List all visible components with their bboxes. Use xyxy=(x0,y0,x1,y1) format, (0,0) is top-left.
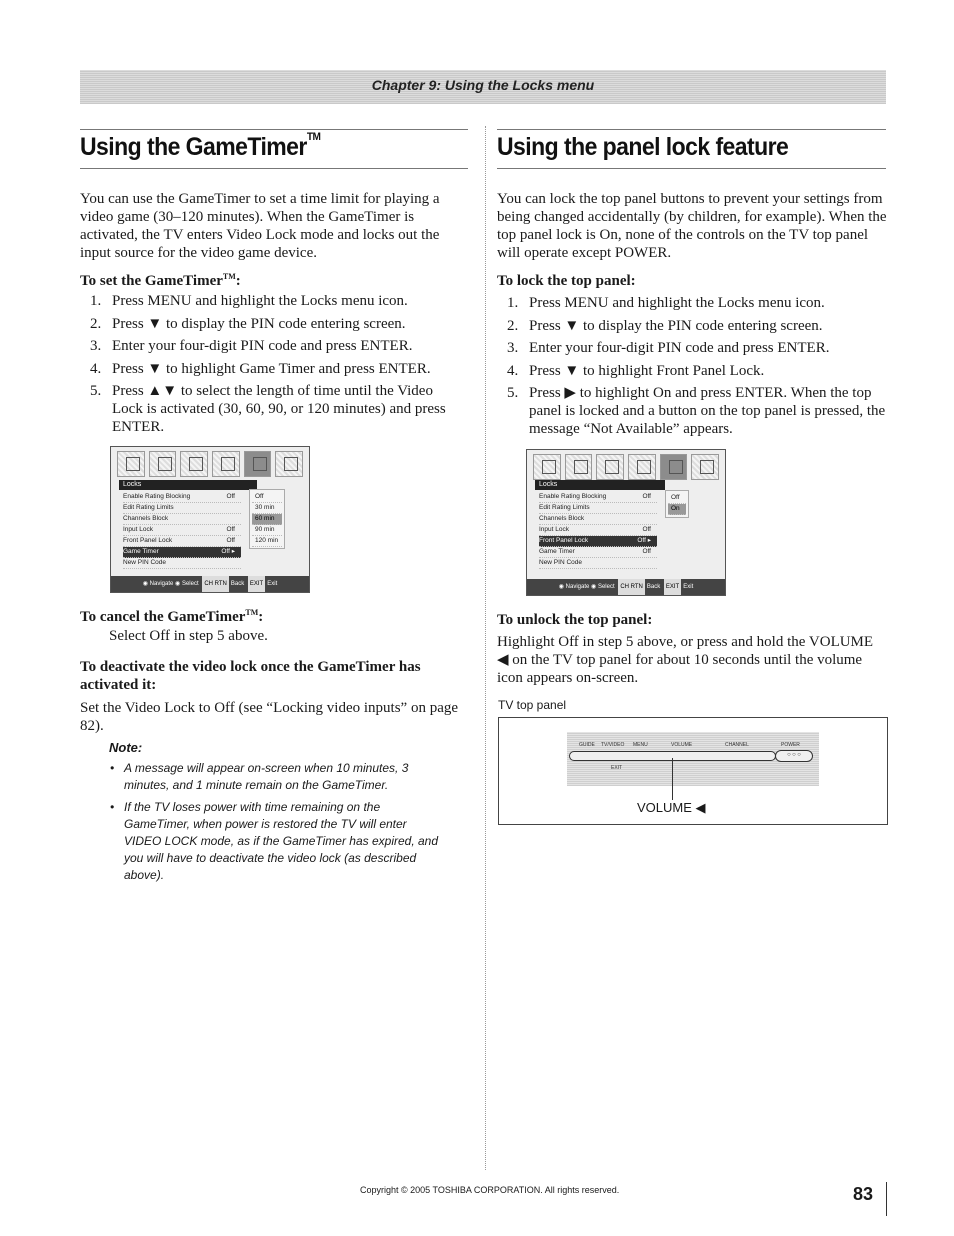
cancel-gametimer-heading: To cancel the GameTimer™: xyxy=(80,608,264,625)
audio-menu-icon xyxy=(565,454,593,480)
note-item: • A message will appear on-screen when 10 minutes, 3 minutes, and 1 minute remain on the GameTimer. xyxy=(110,760,445,794)
list-item: 5. Press ▲▼ to select the length of time until the Video Lock is activated (30, 60, 90, or 120 minutes) and press ENTER. xyxy=(90,383,446,435)
deactivate-heading: To deactivate the video lock once the GameTimer has activated it: xyxy=(80,659,421,693)
left-title-bottom-rule xyxy=(80,168,468,169)
locks-menu-icon xyxy=(244,451,272,477)
unlock-text: Highlight Off in step 5 above, or press and hold the VOLUME ◀ on the TV top panel for about 10 seconds until the volume icon appears on-screen. xyxy=(497,634,874,686)
note-heading: Note: xyxy=(109,740,143,755)
picture-menu-icon xyxy=(533,454,561,480)
page-number-bar xyxy=(886,1182,887,1216)
select-icon: ◉ xyxy=(175,581,181,587)
panel-label: POWER xyxy=(781,742,800,748)
panel-label: MENU xyxy=(633,742,648,748)
tv-top-panel-diagram xyxy=(498,717,888,825)
left-steps xyxy=(84,292,464,441)
right-steps xyxy=(501,294,889,443)
note-list xyxy=(110,760,445,889)
list-item: 3. Enter your four-digit PIN code and press ENTER. xyxy=(90,338,413,354)
osd-option: Off xyxy=(252,492,282,503)
note-item: • If the TV loses power with time remaining on the GameTimer, when power is restored the TV will enter VIDEO LOCK mode, as if the GameTimer has expired, and you will have to deactivate the video lock (as described above). xyxy=(110,799,445,884)
setup-menu-icon xyxy=(596,454,624,480)
left-title-top-rule xyxy=(80,129,468,130)
tv-top-panel-caption: TV top panel xyxy=(498,698,567,712)
osd-options-box xyxy=(665,490,689,518)
osd-item: New PIN Code xyxy=(539,558,657,569)
right-intro: You can lock the top panel buttons to prevent your settings from being changed accidentally (by children, for example). When the top panel lock is On, none of the controls on the TV top panel will operate except POWER. xyxy=(497,191,887,261)
osd-item: Front Panel Lock Off xyxy=(123,536,241,547)
picture-menu-icon xyxy=(117,451,145,477)
osd-option: Off xyxy=(668,493,686,504)
osd-option-selected: 60 min xyxy=(252,514,282,525)
osd-item: Input Lock Off xyxy=(539,525,657,536)
list-item: 1. Press MENU and highlight the Locks menu icon. xyxy=(90,293,408,309)
list-item: 4. Press ▼ to highlight Game Timer and press ENTER. xyxy=(90,360,431,377)
list-item: 3. Enter your four-digit PIN code and press ENTER. xyxy=(507,340,830,356)
osd-option: 120 min xyxy=(252,536,282,547)
osd-menu-icons xyxy=(117,451,303,477)
right-title-bottom-rule xyxy=(497,168,886,169)
volume-callout-line xyxy=(672,758,673,800)
list-item: 2. Press ▼ to display the PIN code entering screen. xyxy=(90,315,406,332)
applications-menu-icon xyxy=(212,451,240,477)
osd-option-selected: On xyxy=(668,504,686,515)
lock-top-panel-heading: To lock the top panel: xyxy=(497,273,636,289)
osd-help-bar: ◉ Navigate ◉ Select CH RTN Back EXIT Exit xyxy=(527,579,725,595)
copyright: Copyright © 2005 TOSHIBA CORPORATION. All rights reserved. xyxy=(360,1185,620,1195)
left-intro: You can use the GameTimer to set a time limit for playing a video game (30–120 minutes). When the GameTimer is activated, the TV enters Video Lock mode and locks out the input source for the video game device. xyxy=(80,191,440,261)
osd-item: Game Timer Off xyxy=(539,547,657,558)
locks-menu-icon xyxy=(660,454,688,480)
osd-menu-icons xyxy=(533,454,719,480)
osd-item: New PIN Code xyxy=(123,558,241,569)
panel-label: VOLUME xyxy=(671,742,693,748)
page-number: 83 xyxy=(853,1184,874,1204)
osd-item: Edit Rating Limits xyxy=(539,503,657,514)
osd-item: Input Lock Off xyxy=(123,525,241,536)
gametimer-osd-screenshot xyxy=(110,446,310,593)
navigate-icon: ◉ xyxy=(142,581,148,587)
right-title-top-rule xyxy=(497,129,886,130)
set-gametimer-heading: To set the GameTimer™: xyxy=(80,272,241,289)
osd-item: Edit Rating Limits xyxy=(123,503,241,514)
osd-item-selected: Front Panel Lock Off ▸ xyxy=(539,536,657,547)
chapter-title: Chapter 9: Using the Locks menu xyxy=(371,77,595,93)
panel-label: GUIDE xyxy=(579,742,595,748)
osd-menu-title: Locks xyxy=(119,480,257,490)
osd-item: Enable Rating Blocking Off xyxy=(123,492,241,503)
osd-menu-title: Locks xyxy=(535,480,665,490)
osd-option: 30 min xyxy=(252,503,282,514)
osd-option: 90 min xyxy=(252,525,282,536)
osd-item: Enable Rating Blocking Off xyxy=(539,492,657,503)
column-separator xyxy=(485,126,486,1170)
preferences-menu-icon xyxy=(275,451,303,477)
list-item: 5. Press ▶ to highlight On and press ENTER. When the top panel is locked and a button on the top panel is pressed, the message “Not Available” appears. xyxy=(507,385,886,437)
audio-menu-icon xyxy=(149,451,177,477)
navigate-icon: ◉ xyxy=(558,584,564,590)
osd-options-box xyxy=(249,489,285,549)
chapter-banner xyxy=(80,70,886,104)
preferences-menu-icon xyxy=(691,454,719,480)
osd-item: Channels Block xyxy=(539,514,657,525)
osd-item-selected: Game Timer Off ▸ xyxy=(123,547,241,558)
cancel-gametimer-text: Select Off in step 5 above. xyxy=(109,628,268,644)
select-icon: ◉ xyxy=(591,584,597,590)
applications-menu-icon xyxy=(628,454,656,480)
tv-top-panel-strip xyxy=(567,732,819,786)
list-item: 2. Press ▼ to display the PIN code entering screen. xyxy=(507,317,823,334)
osd-help-bar: ◉ Navigate ◉ Select CH RTN Back EXIT Exit xyxy=(111,576,309,592)
osd-item: Channels Block xyxy=(123,514,241,525)
power-button-icon: ○ ○ ○ xyxy=(775,750,813,762)
unlock-top-panel-heading: To unlock the top panel: xyxy=(497,612,653,628)
panel-lock-osd-screenshot xyxy=(526,449,726,596)
right-title: Using the panel lock feature xyxy=(497,133,789,161)
setup-menu-icon xyxy=(180,451,208,477)
list-item: 4. Press ▼ to highlight Front Panel Lock. xyxy=(507,362,765,379)
deactivate-text: Set the Video Lock to Off (see “Locking video inputs” on page 82). xyxy=(80,700,459,734)
panel-label: CHANNEL xyxy=(725,742,749,748)
list-item: 1. Press MENU and highlight the Locks menu icon. xyxy=(507,295,825,311)
panel-label: TV/VIDEO xyxy=(601,742,625,748)
volume-callout-label: VOLUME ◀ xyxy=(637,800,706,815)
left-title: Using the GameTimer™ xyxy=(80,131,321,161)
panel-exit-label: EXIT xyxy=(611,765,623,771)
